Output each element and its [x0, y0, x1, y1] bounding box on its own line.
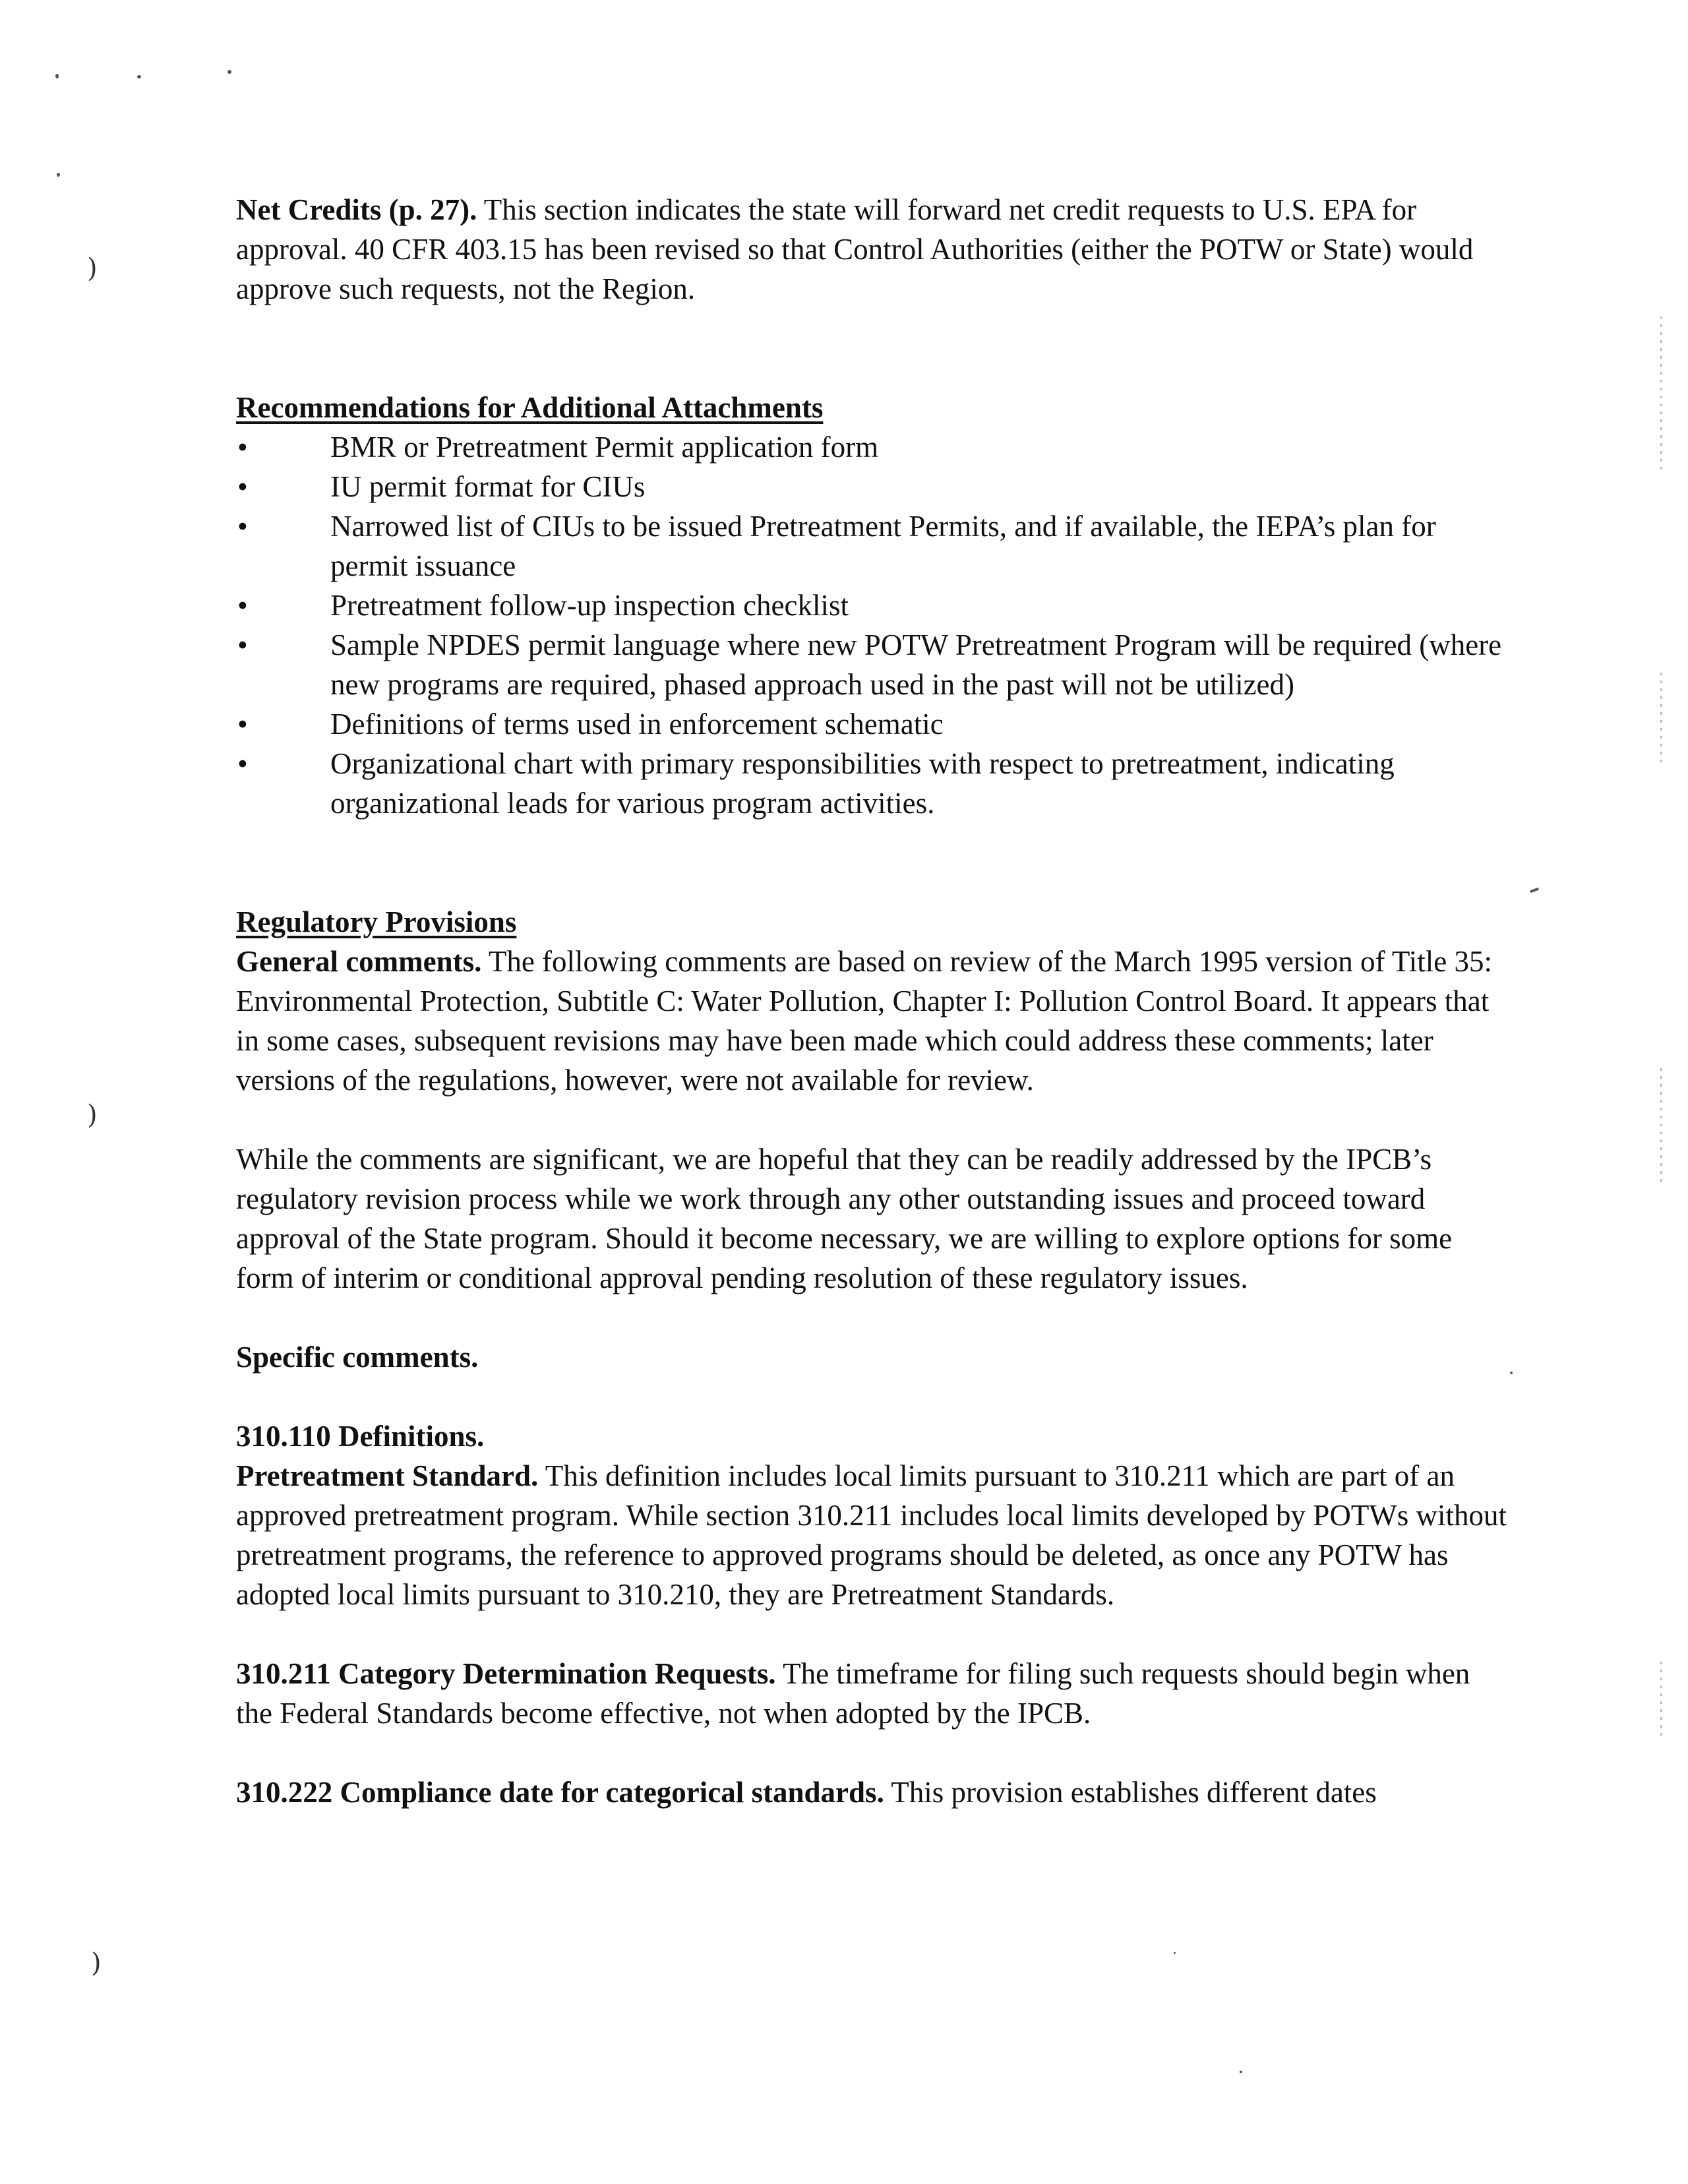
scan-speck — [1240, 2071, 1242, 2073]
compliance-date-paragraph — [236, 1773, 1509, 1812]
scan-speck — [1530, 888, 1540, 894]
pretreatment-standard-text: This definition includes local limits pursuant to 310.211 which are part of an approved pretreatment program. While section 310.211 includes local limits developed by POTWs without pretreatment programs, the reference to approved programs should be deleted, as once any POTW has adopted local limits pursuant to 310.210, they are Pretreatment Standards. — [236, 1459, 1507, 1611]
list-item — [236, 704, 1509, 744]
category-determination-paragraph — [236, 1654, 1509, 1733]
scan-speck — [137, 75, 141, 78]
bullet-icon: • — [237, 708, 248, 741]
general-comments-paragraph — [236, 942, 1509, 1100]
list-item-text: BMR or Pretreatment Permit application form — [330, 431, 879, 464]
scan-mark: ) — [87, 253, 98, 284]
scan-edge-dots — [1660, 317, 1662, 475]
category-determination-text: The timeframe for filing such requests should begin when the Federal Standards become effective, not when adopted by the IPCB. — [236, 1657, 1470, 1730]
list-item — [236, 506, 1509, 586]
scan-mark: ) — [91, 1948, 102, 1978]
general-comments-text: The following comments are based on review of the March 1995 version of Title 35: Environmental Protection, Subtitle C: Water Pollution, Chapter I: Pollution Control Board. It appears that in some cases, subsequent revisions may have been made which could address these comments; later versions of the regulations, however, were not available for review. — [236, 945, 1493, 1097]
bullet-icon: • — [237, 589, 248, 622]
list-item-text: IU permit format for CIUs — [330, 470, 646, 503]
scan-speck — [1510, 1372, 1513, 1374]
scan-speck — [57, 173, 60, 177]
list-item — [236, 467, 1509, 506]
bullet-icon: • — [237, 470, 248, 503]
bullet-icon: • — [237, 510, 248, 543]
document-body — [236, 190, 1509, 1812]
regulatory-heading: Regulatory Provisions — [236, 905, 517, 938]
scan-speck — [55, 74, 59, 78]
list-item — [236, 744, 1509, 823]
net-credits-lead: Net Credits (p. 27). — [236, 193, 477, 226]
attachments-list — [236, 427, 1509, 823]
list-item-text: Definitions of terms used in enforcement schematic — [330, 708, 944, 741]
scan-mark: ) — [87, 1100, 98, 1130]
list-item-text: Sample NPDES permit language where new POTW Pretreatment Program will be required (where new programs are required, phased approach used in the past will not be utilized) — [330, 628, 1502, 701]
attachments-heading: Recommendations for Additional Attachments — [236, 391, 824, 424]
pretreatment-standard-lead: Pretreatment Standard. — [236, 1459, 539, 1492]
bullet-icon: • — [237, 747, 248, 780]
compliance-date-text: This provision establishes different dates — [884, 1776, 1377, 1809]
scan-edge-dots — [1660, 1068, 1662, 1187]
list-item — [236, 427, 1509, 467]
pretreatment-standard-paragraph — [236, 1456, 1509, 1614]
category-determination-lead: 310.211 Category Determination Requests. — [236, 1657, 776, 1690]
while-paragraph: While the comments are significant, we are hopeful that they can be readily addressed by the IPCB’s regulatory revision process while we work through any other outstanding issues and proceed toward approval of the State program. Should it become necessary, we are willing to explore options for some form of interim or conditional approval pending resolution of these regulatory issues. — [236, 1143, 1453, 1294]
specific-comments-heading: Specific comments. — [236, 1341, 479, 1374]
definitions-heading: 310.110 Definitions. — [236, 1420, 485, 1453]
general-comments-lead: General comments. — [236, 945, 482, 978]
bullet-icon: • — [237, 431, 248, 464]
scan-speck — [227, 70, 231, 74]
scan-edge-dots — [1660, 1662, 1662, 1741]
list-item — [236, 625, 1509, 704]
net-credits-text: This section indicates the state will forward net credit requests to U.S. EPA for approval. 40 CFR 403.15 has been revised so that Control Authorities (either the POTW or State) would approve such requests, not the Region. — [236, 193, 1474, 305]
net-credits-paragraph — [236, 190, 1509, 309]
scan-edge-dots — [1660, 673, 1662, 765]
list-item-text: Organizational chart with primary responsibilities with respect to pretreatment, indicating organizational leads for various program activities. — [330, 747, 1395, 820]
list-item — [236, 586, 1509, 625]
scan-speck — [1174, 1952, 1176, 1954]
compliance-date-lead: 310.222 Compliance date for categorical standards. — [236, 1776, 884, 1809]
bullet-icon: • — [237, 628, 248, 661]
list-item-text: Narrowed list of CIUs to be issued Pretreatment Permits, and if available, the IEPA’s plan for permit issuance — [330, 510, 1436, 582]
list-item-text: Pretreatment follow-up inspection checklist — [330, 589, 849, 622]
